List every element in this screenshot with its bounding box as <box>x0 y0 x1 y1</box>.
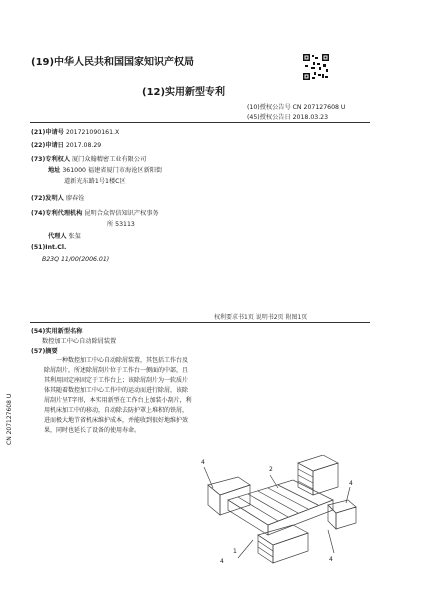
bib-divider <box>30 322 370 323</box>
pub-date: (45)授权公告日 2018.03.23 <box>247 114 329 121</box>
page-counts: 权利要求书1页 说明书2页 附图1页 <box>214 314 308 321</box>
int-cl: B23Q 11/00(2006.01) <box>42 256 110 263</box>
pub-number: (10)授权公告号 CN 207127608 U <box>247 104 346 111</box>
int-cl-label: (51)Int.Cl. <box>31 244 67 251</box>
office-title: (19)中华人民共和国国家知识产权局 <box>31 57 195 68</box>
patent-type: (12)实用新型专利 <box>142 87 226 98</box>
app-date-label: (22)申请日 2017.08.29 <box>31 142 102 149</box>
address: 地址 361000 福建省厦门市海沧区新阳街 <box>48 167 163 174</box>
utility-title: 数控加工中心自动除屑装置 <box>42 338 117 345</box>
fig-label-4c: 4 <box>220 558 224 565</box>
qr-code-icon <box>302 53 330 81</box>
title-label: (54)实用新型名称 <box>31 328 83 335</box>
side-pub-code: CN 207127608 U <box>6 393 13 445</box>
abstract-label: (57)摘要 <box>31 348 58 355</box>
fig-label-2: 2 <box>269 466 273 473</box>
inventor: (72)发明人 廖春铨 <box>31 195 85 202</box>
agency: (74)专利代理机构 昆明合众智信知识产权事务 <box>31 210 159 217</box>
fig-label-1: 1 <box>233 548 237 555</box>
patentee: (73)专利权人 厦门众翰精密工业有限公司 <box>31 156 147 163</box>
abstract-text: 一种数控加工中心自动除屑装置，其包括工作台及除屑刮片，所述除屑刮片位于工作台一侧面的中部，且其利用固定座固定于工作台上；该除屑刮片为一软质片体其随着数控加工中心工作中的运动而进行除屑，该除屑刮片呈T字形，本实用新型在工作台上加装小刮片，利用机床加工中的移动，自动除去防护罩上堆积的铁屑，进而极大地节省机床维护成本，并能收到很好地维护效果，同时也延长了设备的使用寿命。 <box>44 357 192 434</box>
fig-label-4b: 4 <box>349 480 353 487</box>
fig-label-4a: 4 <box>201 459 205 466</box>
agency-line2: 所 53113 <box>107 221 135 228</box>
app-no-label: (21)申请号 201721090161.X <box>31 129 120 136</box>
agent: 代理人 张玺 <box>48 233 81 240</box>
address-line2: 道新光东路1号1楼C区 <box>64 178 126 185</box>
header-divider <box>30 122 370 123</box>
device-drawing <box>198 455 358 575</box>
fig-label-4d: 4 <box>329 556 333 563</box>
